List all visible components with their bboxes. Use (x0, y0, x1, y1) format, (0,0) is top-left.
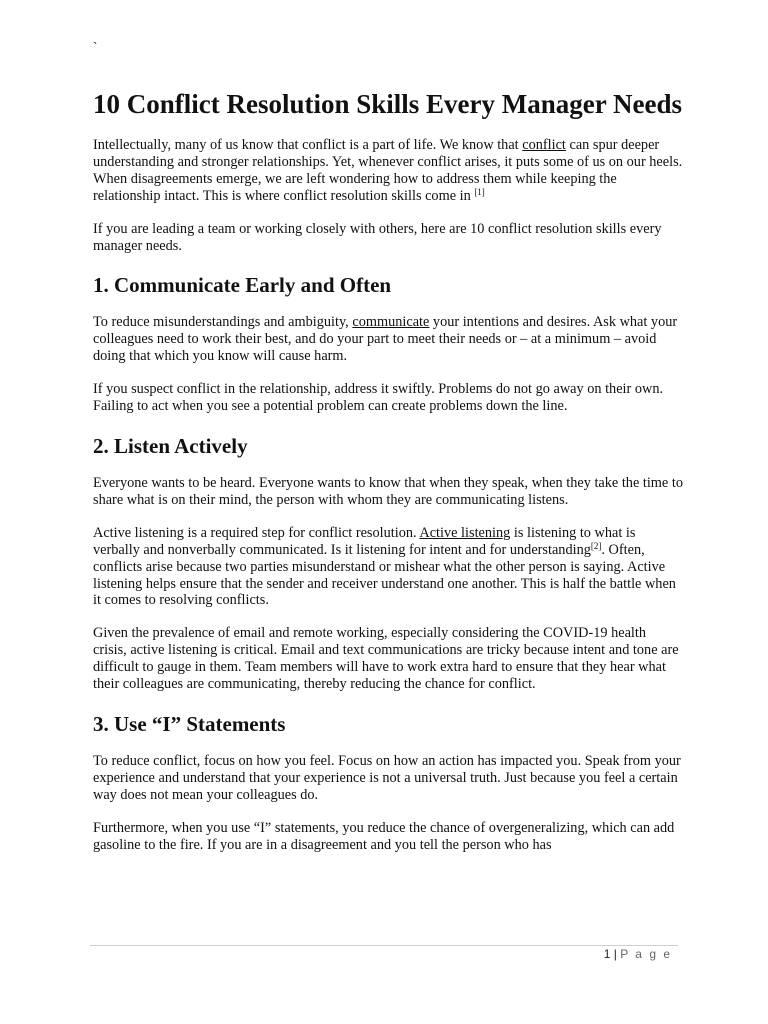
intro-paragraph-1 (93, 137, 683, 205)
section-2-paragraph-1: Everyone wants to be heard. Everyone wants to know that when they speak, when they take the time to share what is on their mind, the person with whom they are communicating listens. (93, 474, 683, 508)
text-run: Intellectually, many of us know that conflict is a part of life. We know that (93, 137, 523, 153)
page-number: 1 (603, 947, 611, 961)
section-3-paragraph-2: Furthermore, when you use “I” statements, you reduce the chance of overgeneralizing, which can add gasoline to the fire. If you are in a disagreement and you tell the person who has (93, 819, 675, 853)
active-listening-link[interactable]: Active listening (419, 524, 511, 541)
text-run: is listening to what is verbally and nonverbally communicated. Is it listening for intent and for understanding (93, 524, 636, 558)
section-2-paragraph-3: Given the prevalence of email and remote working, especially considering the COVID-19 health crisis, active listening is critical. Email and text communications are tricky because intent and tone are difficult to gauge in them. Team members will have to work extra hard to ensure that they hear what their colleagues are communicating, thereby reducing the chance for conflict. (93, 625, 679, 693)
section-heading-2: 2. Listen Actively (93, 433, 248, 458)
conflict-link[interactable]: conflict (522, 137, 566, 153)
text-run: Active listening is a required step for conflict resolution. (93, 524, 420, 541)
footnote-ref-1[interactable]: [1] (474, 186, 485, 197)
document-body (93, 88, 683, 853)
intro-paragraph-2: If you are leading a team or working closely with others, here are 10 conflict resolution skills every manager needs. (93, 220, 662, 254)
document-title: 10 Conflict Resolution Skills Every Manager Needs (93, 89, 682, 119)
section-heading-3: 3. Use “I” Statements (93, 711, 286, 736)
text-run: . Often, conflicts arise because two parties misunderstand or mishear what the other person is saying. Active listening helps ensure that the sender and receiver understand one another. This is half the battle when it comes to resolving conflicts. (93, 541, 676, 609)
footnote-ref-2[interactable]: [2] (590, 540, 602, 551)
section-3-paragraph-1: To reduce conflict, focus on how you feel. Focus on how an action has impacted you. Speak from your experience and understand that your experience is not a universal truth. Just because you feel a certain way does not mean your colleagues do. (93, 752, 681, 803)
section-2-paragraph-2 (93, 525, 683, 610)
page-label: P a g e (620, 947, 672, 961)
footer-separator: | (613, 947, 617, 961)
stray-mark: ` (93, 39, 98, 54)
section-1-paragraph-1 (93, 314, 683, 365)
section-1-paragraph-2: If you suspect conflict in the relationship, address it swiftly. Problems do not go away on their own. Failing to act when you see a potential problem can create problems down the line. (93, 381, 664, 415)
text-run: To reduce misunderstandings and ambiguity, (93, 314, 353, 331)
text-run: can spur deeper understanding and stronger relationships. Yet, whenever conflict arises, it puts some of us on our heels. When disagreements emerge, we are left wondering how to address them while keeping the relationship intact. This is where conflict resolution skills come in (93, 137, 683, 204)
communicate-link[interactable]: communicate (352, 314, 430, 331)
text-run: your intentions and desires. Ask what your colleagues need to work their best, and do your part to meet their needs or – at a minimum – avoid doing that which you know will cause harm. (93, 314, 678, 365)
page-footer (604, 947, 672, 961)
section-heading-1: 1. Communicate Early and Often (93, 273, 392, 298)
footer-divider (90, 945, 678, 946)
